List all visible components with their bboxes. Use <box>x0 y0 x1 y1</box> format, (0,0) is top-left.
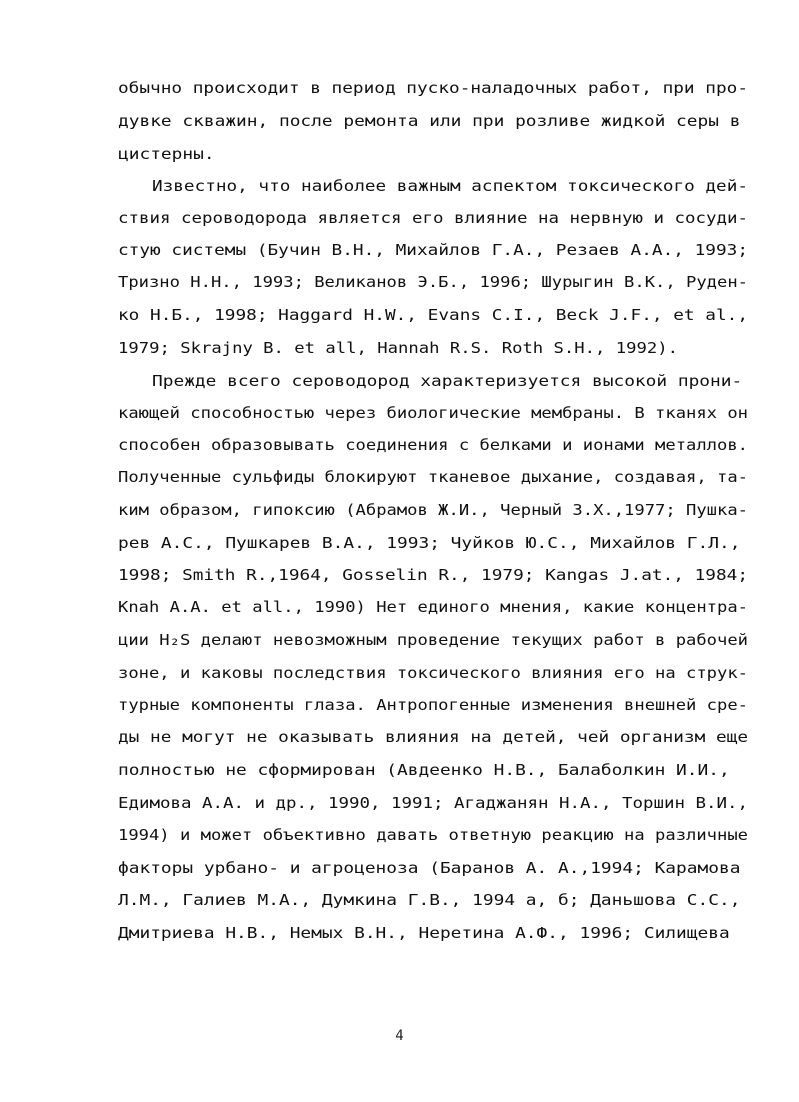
text-line: ды не могут не оказывать влияния на детей, чей организм еще <box>118 728 748 746</box>
text-line: полностью не сформирован (Авдеенко Н.В., Балаболкин И.И., <box>118 761 730 779</box>
text-line: 1994) и может объективно давать ответную реакцию на различные <box>118 826 748 844</box>
text-line: стую системы (Бучин В.Н., Михайлов Г.А., Резаев А.А., 1993; <box>118 241 748 259</box>
text-line: рев А.С., Пушкарев В.А., 1993; Чуйков Ю.С., Михайлов Г.Л., <box>118 534 741 552</box>
text-line: Knah A.A. et all., 1990) Нет единого мнения, какие концентра- <box>118 598 748 616</box>
text-line: Л.М., Галиев М.А., Думкина Г.В., 1994 а, б; Даньшова С.С., <box>118 891 741 909</box>
text-line: 1998; Smith R.,1964, Gosselin R., 1979; Kangas J.at., 1984; <box>118 566 748 584</box>
text-line: ким образом, гипоксию (Абрамов Ж.И., Черный З.Х.,1977; Пушка- <box>118 501 748 519</box>
text-line: цистерны. <box>118 145 215 163</box>
page-number: 4 <box>395 1028 404 1044</box>
text-line: Известно, что наиболее важным аспектом токсического дей- <box>152 177 748 195</box>
text-line: ко Н.Б., 1998; Haggard H.W., Evans C.I., Beck J.F., et al., <box>118 306 748 324</box>
text-line: дувке скважин, после ремонта или при розливе жидкой серы в <box>118 112 741 130</box>
text-line: Полученные сульфиды блокируют тканевое дыхание, создавая, та- <box>118 468 748 486</box>
text-line: Едимова А.А. и др., 1990, 1991; Агаджанян Н.А., Торшин В.И., <box>118 794 748 812</box>
text-line: способен образовывать соединения с белками и ионами металлов. <box>118 436 748 454</box>
text-line: факторы урбано- и агроценоза (Баранов А. А.,1994; Карамова <box>118 859 741 877</box>
text-line: ствия сероводорода является его влияние на нервную и сосуди- <box>118 209 748 227</box>
text-line: ции H₂S делают невозможным проведение текущих работ в рабочей <box>118 631 748 649</box>
text-line: зоне, и каковы последствия токсического влияния его на струк- <box>118 664 748 682</box>
text-line: Тризно Н.Н., 1993; Великанов Э.Б., 1996; Шурыгин В.К., Руден- <box>118 273 748 291</box>
text-line: турные компоненты глаза. Антропогенные изменения внешней сре- <box>118 696 748 714</box>
text-line: 1979; Skrajny B. et all, Hannah R.S. Roth S.H., 1992). <box>118 339 678 357</box>
text-line: кающей способностью через биологические мембраны. В тканях он <box>118 404 748 422</box>
text-line: Прежде всего сероводород характеризуется высокой прони- <box>152 372 743 390</box>
text-line: Дмитриева Н.В., Немых В.Н., Неретина А.Ф., 1996; Силищева <box>118 924 730 942</box>
text-line: обычно происходит в период пуско-наладочных работ, при про- <box>118 79 748 97</box>
